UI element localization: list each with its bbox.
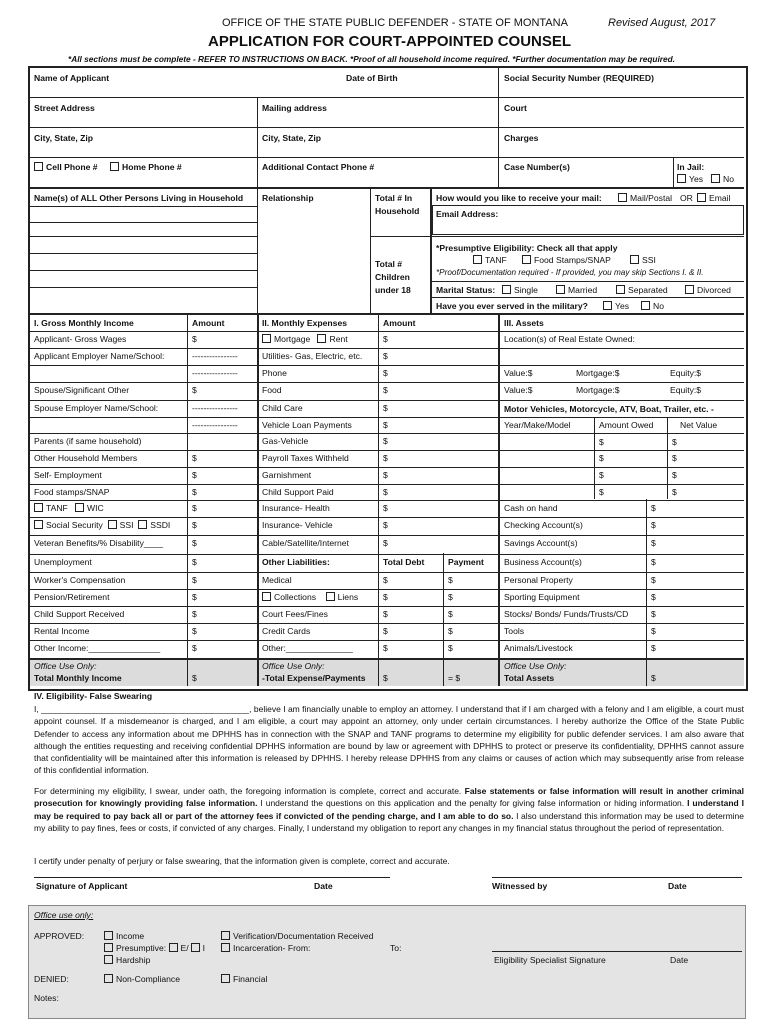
in-jail-label: In Jail:	[677, 162, 705, 172]
expense-row-label: Gas-Vehicle	[262, 436, 309, 446]
income-row-label: Applicant Employer Name/School:	[34, 351, 165, 361]
ssdi-checkbox[interactable]	[138, 520, 147, 529]
vehicle-owed-field[interactable]: $	[599, 437, 604, 447]
liability-row-label: Credit Cards	[262, 626, 311, 636]
eligibility-header: IV. Eligibility- False Swearing	[34, 691, 153, 701]
real-estate-value[interactable]: Value:$	[504, 368, 533, 378]
expense-row-label: Vehicle Loan Payments	[262, 420, 352, 430]
expense-row-label: Insurance- Health	[262, 503, 330, 513]
rule	[30, 484, 744, 485]
expenses-amount-header: Amount	[383, 318, 416, 328]
income-amount-header: Amount	[192, 318, 225, 328]
expense-amount-field[interactable]: $	[383, 385, 388, 395]
total-debt-header: Total Debt	[383, 557, 425, 567]
expense-amount-field[interactable]: $	[383, 470, 388, 480]
in-jail-yes-checkbox[interactable]	[677, 174, 686, 183]
food-stamps-option[interactable]: Food Stamps/SNAP	[522, 255, 611, 265]
expense-amount-field[interactable]: $	[383, 520, 388, 530]
instructions-note: *All sections must be complete - REFER TO INSTRUCTIONS ON BACK. *Proof of all household income required. *Further documentation may be required.	[68, 54, 675, 64]
mortgage-checkbox[interactable]	[262, 334, 271, 343]
expense-amount-field[interactable]: $	[383, 436, 388, 446]
income-row-label: Rental Income	[34, 626, 90, 636]
vehicle-owed-field[interactable]: $	[599, 470, 604, 480]
asset-value-field[interactable]: $	[651, 538, 656, 548]
expense-amount-field[interactable]: $	[383, 503, 388, 513]
married-checkbox[interactable]	[556, 285, 565, 294]
rule	[646, 499, 647, 686]
ssi-option[interactable]: SSI	[630, 255, 656, 265]
charges-field[interactable]: Charges	[504, 133, 539, 143]
income-amount-field[interactable]: $	[192, 557, 197, 567]
income-row-label: Spouse/Significant Other	[34, 385, 130, 395]
income-amount-field[interactable]: $	[192, 487, 197, 497]
income-row-label: Food stamps/SNAP	[34, 487, 110, 497]
real-estate-value[interactable]: Value:$	[504, 385, 533, 395]
vehicle-net-field[interactable]: $	[672, 487, 677, 497]
income-amount-field[interactable]: $	[192, 385, 197, 395]
rule	[30, 658, 744, 660]
other-liabilities-header: Other Liabilities:	[262, 557, 330, 567]
vehicle-net-header: Net Value	[680, 420, 718, 430]
email-option[interactable]: Email	[697, 193, 731, 203]
email-checkbox[interactable]	[697, 193, 706, 202]
liens-checkbox[interactable]	[326, 592, 335, 601]
expense-amount-field[interactable]: $	[383, 368, 388, 378]
mail-question: How would you like to receive your mail:	[436, 193, 602, 203]
office-use-title: Office use only:	[34, 910, 94, 920]
rule	[30, 572, 744, 573]
specialist-date-label: Date	[670, 955, 689, 965]
income-row-label: Veteran Benefits/% Disability____	[34, 538, 163, 548]
income-row-label: Applicant- Gross Wages	[34, 334, 127, 344]
in-jail-yes[interactable]: Yes	[677, 174, 703, 184]
income-row-social-security[interactable]: Social Security SSI SSDI	[34, 520, 170, 530]
expense-row-label: Phone	[262, 368, 287, 378]
assets-office-use: Office Use Only:	[504, 661, 567, 671]
noncompliance-checkbox[interactable]	[104, 974, 113, 983]
income-amount-field[interactable]: $	[192, 643, 197, 653]
signature-line[interactable]	[34, 877, 390, 878]
total-in-label: Total # In	[375, 193, 413, 203]
incarceration-to-label: To:	[390, 943, 402, 953]
military-question: Have you ever served in the military?	[436, 301, 588, 311]
income-amount-field[interactable]: $	[192, 609, 197, 619]
income-amount-field[interactable]: $	[192, 626, 197, 636]
asset-row-label: Tools	[504, 626, 525, 636]
expense-row-label: Insurance- Vehicle	[262, 520, 333, 530]
main-form-frame	[28, 66, 748, 691]
i-checkbox[interactable]	[191, 943, 200, 952]
case-number-field[interactable]: Case Number(s)	[504, 162, 570, 172]
liability-debt-field[interactable]: $	[383, 626, 388, 636]
home-phone-checkbox[interactable]	[110, 162, 119, 171]
home-phone-field[interactable]: Home Phone #	[110, 162, 182, 172]
hardship-checkbox[interactable]	[104, 955, 113, 964]
office-heading: OFFICE OF THE STATE PUBLIC DEFENDER - STATE OF MONTANA	[222, 17, 568, 29]
rule	[30, 365, 744, 366]
income-amount-field[interactable]: $	[192, 334, 197, 344]
expense-row-label: Garnishment	[262, 470, 312, 480]
total-income-amount[interactable]: $	[192, 673, 197, 683]
denied-label: DENIED:	[34, 974, 69, 984]
single-checkbox[interactable]	[502, 285, 511, 294]
income-row-label: Parents (if same household)	[34, 436, 142, 446]
children-label-2: Children	[375, 272, 410, 282]
asset-value-field[interactable]: $	[651, 592, 656, 602]
eligibility-paragraph-1: I, ____________________________________________, believe I am financially unable to employ an attorney. I understand that if I am charged with a felony and I am eligible, a court must appoint counsel. If a misdemeanor is charged, and I am eligible, a court may appoint an attorney, only under certain circumstances. I hereby authorize the Office of the State Public Defender to access any information about me DPHHS has in connection with the SNAP and TANF programs to determine my eligibility for public defender services. I am also aware that although the entities requesting and receiving confidential DPHHS information are bound by law or agreement with DPHHS to protect or preserve its confidentiality, DPHHS cannot assure that confidentiality will be maintained after this information is released by DPHHS. I hereby release DPHHS from any claims or causes of action which may subsequently arise from release of this confidential information.	[34, 704, 744, 776]
mailing-city-state-zip-field[interactable]: City, State, Zip	[262, 133, 322, 143]
street-address-field[interactable]: Street Address	[34, 103, 95, 113]
military-no[interactable]: No	[641, 301, 664, 311]
liability-payment-field[interactable]: $	[448, 626, 453, 636]
real-estate-mortgage[interactable]: Mortgage:$	[576, 368, 620, 378]
rule	[30, 450, 744, 451]
total-assets: Total Assets	[504, 673, 555, 683]
married-option[interactable]: Married	[556, 285, 597, 295]
asset-value-field[interactable]: $	[651, 626, 656, 636]
income-amount-field[interactable]: $	[192, 453, 197, 463]
approved-label: APPROVED:	[34, 931, 85, 941]
real-estate-equity[interactable]: Equity:$	[670, 368, 702, 378]
relationship-label: Relationship	[262, 193, 314, 203]
rule	[30, 467, 744, 468]
ssi-income-checkbox[interactable]	[108, 520, 117, 529]
divorced-checkbox[interactable]	[685, 285, 694, 294]
mailing-address-field[interactable]: Mailing address	[262, 103, 327, 113]
asset-row-label: Stocks/ Bonds/ Funds/Trusts/CD	[504, 609, 629, 619]
rule	[30, 640, 744, 641]
financial-checkbox[interactable]	[221, 974, 230, 983]
single-option[interactable]: Single	[502, 285, 538, 295]
expense-amount-field[interactable]: $	[383, 420, 388, 430]
total-assets-amount[interactable]: $	[651, 673, 656, 683]
witness-date-label: Date	[668, 881, 687, 891]
expense-row-label: Payroll Taxes Withheld	[262, 453, 349, 463]
income-amount-field[interactable]: ----------------	[192, 351, 238, 361]
expense-amount-field[interactable]: $	[383, 351, 388, 361]
income-row-label: Worker's Compensation	[34, 575, 126, 585]
asset-row-label: Business Account(s)	[504, 557, 582, 567]
rule	[667, 417, 668, 499]
rent-checkbox[interactable]	[317, 334, 326, 343]
rule	[30, 331, 744, 332]
income-amount-field[interactable]: ----------------	[192, 368, 238, 378]
expenses-header: II. Monthly Expenses	[262, 318, 348, 328]
rule	[30, 606, 744, 607]
asset-value-field[interactable]: $	[651, 609, 656, 619]
rule	[30, 382, 744, 383]
liability-payment-field[interactable]: $	[448, 592, 453, 602]
or-label: OR	[680, 193, 693, 203]
vehicles-header: Motor Vehicles, Motorcycle, ATV, Boat, Trailer, etc. -	[504, 404, 714, 414]
ssn-field[interactable]: Social Security Number (REQUIRED)	[504, 73, 654, 83]
asset-value-field[interactable]: $	[651, 643, 656, 653]
real-estate-label[interactable]: Location(s) of Real Estate Owned:	[504, 334, 635, 344]
liability-row-label: Court Fees/Fines	[262, 609, 328, 619]
liability-row-collections[interactable]: Collections Liens	[262, 592, 358, 602]
city-state-zip-field[interactable]: City, State, Zip	[34, 133, 94, 143]
expense-row-label: Child Care	[262, 403, 303, 413]
marital-status-label: Marital Status:	[436, 285, 496, 295]
specialist-signature-label: Eligibility Specialist Signature	[494, 955, 606, 965]
income-row-label: Unemployment	[34, 557, 92, 567]
asset-row-label: Cash on hand	[504, 503, 558, 513]
rule	[30, 400, 744, 401]
revised-date: Revised August, 2017	[608, 17, 716, 29]
verification-checkbox[interactable]	[221, 931, 230, 940]
email-address-field[interactable]: Email Address:	[436, 209, 499, 219]
liability-payment-field[interactable]: $	[448, 575, 453, 585]
household-label: Household	[375, 206, 420, 216]
income-amount-field[interactable]: $	[192, 470, 197, 480]
total-monthly-income: Total Monthly Income	[34, 673, 122, 683]
military-yes-checkbox[interactable]	[603, 301, 612, 310]
name-of-applicant-field[interactable]: Name of Applicant	[34, 73, 110, 83]
witnessed-by-label: Witnessed by	[492, 881, 548, 891]
asset-row-label: Personal Property	[504, 575, 573, 585]
vehicle-net-field[interactable]: $	[672, 453, 677, 463]
rule	[594, 417, 595, 499]
separated-checkbox[interactable]	[616, 285, 625, 294]
cell-phone-checkbox[interactable]	[34, 162, 43, 171]
expenses-office-use: Office Use Only:	[262, 661, 325, 671]
asset-value-field[interactable]: $	[651, 520, 656, 530]
incarceration-checkbox[interactable]	[221, 943, 230, 952]
expense-amount-field[interactable]: $	[383, 487, 388, 497]
income-row-label: Other Household Members	[34, 453, 138, 463]
asset-row-label: Animals/Livestock	[504, 643, 573, 653]
asset-value-field[interactable]: $	[651, 575, 656, 585]
military-yes[interactable]: Yes	[603, 301, 629, 311]
expense-amount-field[interactable]: $	[383, 334, 388, 344]
notes-label: Notes:	[34, 993, 59, 1003]
financial-option[interactable]: Financial	[221, 974, 267, 984]
income-amount-field[interactable]: ----------------	[192, 420, 238, 430]
liability-debt-field[interactable]: $	[383, 609, 388, 619]
social-security-checkbox[interactable]	[34, 520, 43, 529]
expense-row-mortgage-rent[interactable]: Mortgage Rent	[262, 334, 348, 344]
rule	[30, 417, 744, 418]
liability-debt-field[interactable]: $	[383, 643, 388, 653]
income-checkbox[interactable]	[104, 931, 113, 940]
rule	[30, 500, 744, 501]
real-estate-equity[interactable]: Equity:$	[670, 385, 702, 395]
income-row-label: Pension/Retirement	[34, 592, 110, 602]
income-amount-field[interactable]: $	[192, 592, 197, 602]
income-amount-field[interactable]: $	[192, 538, 197, 548]
children-label-1: Total #	[375, 259, 403, 269]
noncompliance-option[interactable]: Non-Compliance	[104, 974, 180, 984]
separated-option[interactable]: Separated	[616, 285, 668, 295]
total-payment-amount[interactable]: = $	[448, 673, 461, 683]
liability-row-label: Medical	[262, 575, 292, 585]
vehicle-net-field[interactable]: $	[672, 470, 677, 480]
signature-label: Signature of Applicant	[36, 881, 128, 891]
asset-value-field[interactable]: $	[651, 557, 656, 567]
liability-row-label: Other:______________	[262, 643, 353, 653]
signature-date-label: Date	[314, 881, 333, 891]
tanf-income-checkbox[interactable]	[34, 503, 43, 512]
collections-checkbox[interactable]	[262, 592, 271, 601]
rule	[30, 348, 744, 349]
income-amount-field[interactable]: ----------------	[192, 403, 238, 413]
expense-amount-field[interactable]: $	[383, 453, 388, 463]
expense-amount-field[interactable]: $	[383, 403, 388, 413]
expense-row-label: Utilities- Gas, Electric, etc.	[262, 351, 363, 361]
mail-postal-option[interactable]: Mail/Postal	[618, 193, 672, 203]
specialist-signature-line[interactable]	[492, 951, 742, 952]
income-row-label: Self- Employment	[34, 470, 102, 480]
vehicle-ymm-header: Year/Make/Model	[504, 420, 571, 430]
asset-value-field[interactable]: $	[651, 503, 656, 513]
expense-row-label: Cable/Satellite/Internet	[262, 538, 349, 548]
children-label-3: under 18	[375, 285, 411, 295]
rule	[30, 535, 744, 536]
income-row-tanf-wic[interactable]: TANF WIC	[34, 503, 104, 513]
witness-line[interactable]	[492, 877, 742, 878]
liability-payment-field[interactable]: $	[448, 609, 453, 619]
in-jail-no-checkbox[interactable]	[711, 174, 720, 183]
total-expense-payments: -Total Expense/Payments	[262, 673, 366, 683]
asset-row-label: Sporting Equipment	[504, 592, 580, 602]
divorced-option[interactable]: Divorced	[685, 285, 731, 295]
form-title: APPLICATION FOR COURT-APPOINTED COUNSEL	[208, 33, 572, 50]
additional-phone-field[interactable]: Additional Contact Phone #	[262, 162, 375, 172]
income-row-label: Child Support Received	[34, 609, 125, 619]
real-estate-mortgage[interactable]: Mortgage:$	[576, 385, 620, 395]
vehicle-owed-field[interactable]: $	[599, 453, 604, 463]
asset-row-label: Checking Account(s)	[504, 520, 583, 530]
rule	[30, 517, 744, 518]
income-office-use: Office Use Only:	[34, 661, 97, 671]
cell-phone-field[interactable]: Cell Phone #	[34, 162, 98, 172]
rule	[30, 433, 744, 434]
certify-statement: I certify under penalty of perjury or false swearing, that the information given is complete, correct and accurate.	[34, 856, 450, 866]
income-amount-field[interactable]: $	[192, 575, 197, 585]
incarceration-option[interactable]: Incarceration- From:	[221, 943, 310, 953]
rule	[30, 623, 744, 624]
proof-note: *Proof/Documentation required - If provided, you may skip Sections I. & II.	[436, 268, 704, 277]
vehicle-owed-header: Amount Owed	[599, 420, 654, 430]
rule	[30, 554, 744, 555]
liability-debt-field[interactable]: $	[383, 592, 388, 602]
liability-debt-field[interactable]: $	[383, 575, 388, 585]
asset-row-label: Savings Account(s)	[504, 538, 578, 548]
expense-amount-field[interactable]: $	[383, 538, 388, 548]
income-header: I. Gross Monthly Income	[34, 318, 134, 328]
income-row-label: Spouse Employer Name/School:	[34, 403, 159, 413]
in-jail-no[interactable]: No	[711, 174, 734, 184]
expense-row-label: Child Support Paid	[262, 487, 334, 497]
military-no-checkbox[interactable]	[641, 301, 650, 310]
wic-checkbox[interactable]	[75, 503, 84, 512]
vehicle-owed-field[interactable]: $	[599, 487, 604, 497]
household-names-label: Name(s) of ALL Other Persons Living in Household	[34, 193, 244, 203]
liability-payment-field[interactable]: $	[448, 643, 453, 653]
verification-option[interactable]: Verification/Documentation Received	[221, 931, 373, 941]
presumptive-checkbox[interactable]	[104, 943, 113, 952]
payment-header: Payment	[448, 557, 484, 567]
presumptive-label: *Presumptive Eligibility: Check all that apply	[436, 243, 618, 253]
date-of-birth-field[interactable]: Date of Birth	[346, 73, 398, 83]
income-amount-field[interactable]: $	[192, 520, 197, 530]
mail-postal-checkbox[interactable]	[618, 193, 627, 202]
hardship-option[interactable]: Hardship	[104, 955, 150, 965]
ssi-checkbox[interactable]	[630, 255, 639, 264]
assets-header: III. Assets	[504, 318, 544, 328]
total-expense-amount[interactable]: $	[383, 673, 388, 683]
rule	[30, 589, 744, 590]
food-stamps-checkbox[interactable]	[522, 255, 531, 264]
vehicle-net-field[interactable]: $	[672, 437, 677, 447]
presumptive-option[interactable]: Presumptive: E/ I	[104, 943, 205, 953]
e-checkbox[interactable]	[169, 943, 178, 952]
eligibility-paragraph-2: For determining my eligibility, I swear, under oath, the foregoing information is complete, correct and accurate. False statements or false information will result in another criminal prosecution for knowingly providing false information. I understand the questions on this application and the penalty for giving false information or hiding information. I understand I may be required to pay back all or part of the attorney fees if convicted of the pending charge, and I am able to do so. I also understand this information may be used to determine my ability to pay fines, fees or costs, if convicted of any charges. Finally, I understand my obligation to report any changes in my financial status throughout the period of representation.	[34, 786, 745, 833]
tanf-checkbox[interactable]	[473, 255, 482, 264]
tanf-option[interactable]: TANF	[473, 255, 507, 265]
court-field[interactable]: Court	[504, 103, 527, 113]
income-amount-field[interactable]: $	[192, 503, 197, 513]
income-row-label: Other Income:_______________	[34, 643, 161, 653]
income-option[interactable]: Income	[104, 931, 144, 941]
expense-row-label: Food	[262, 385, 282, 395]
